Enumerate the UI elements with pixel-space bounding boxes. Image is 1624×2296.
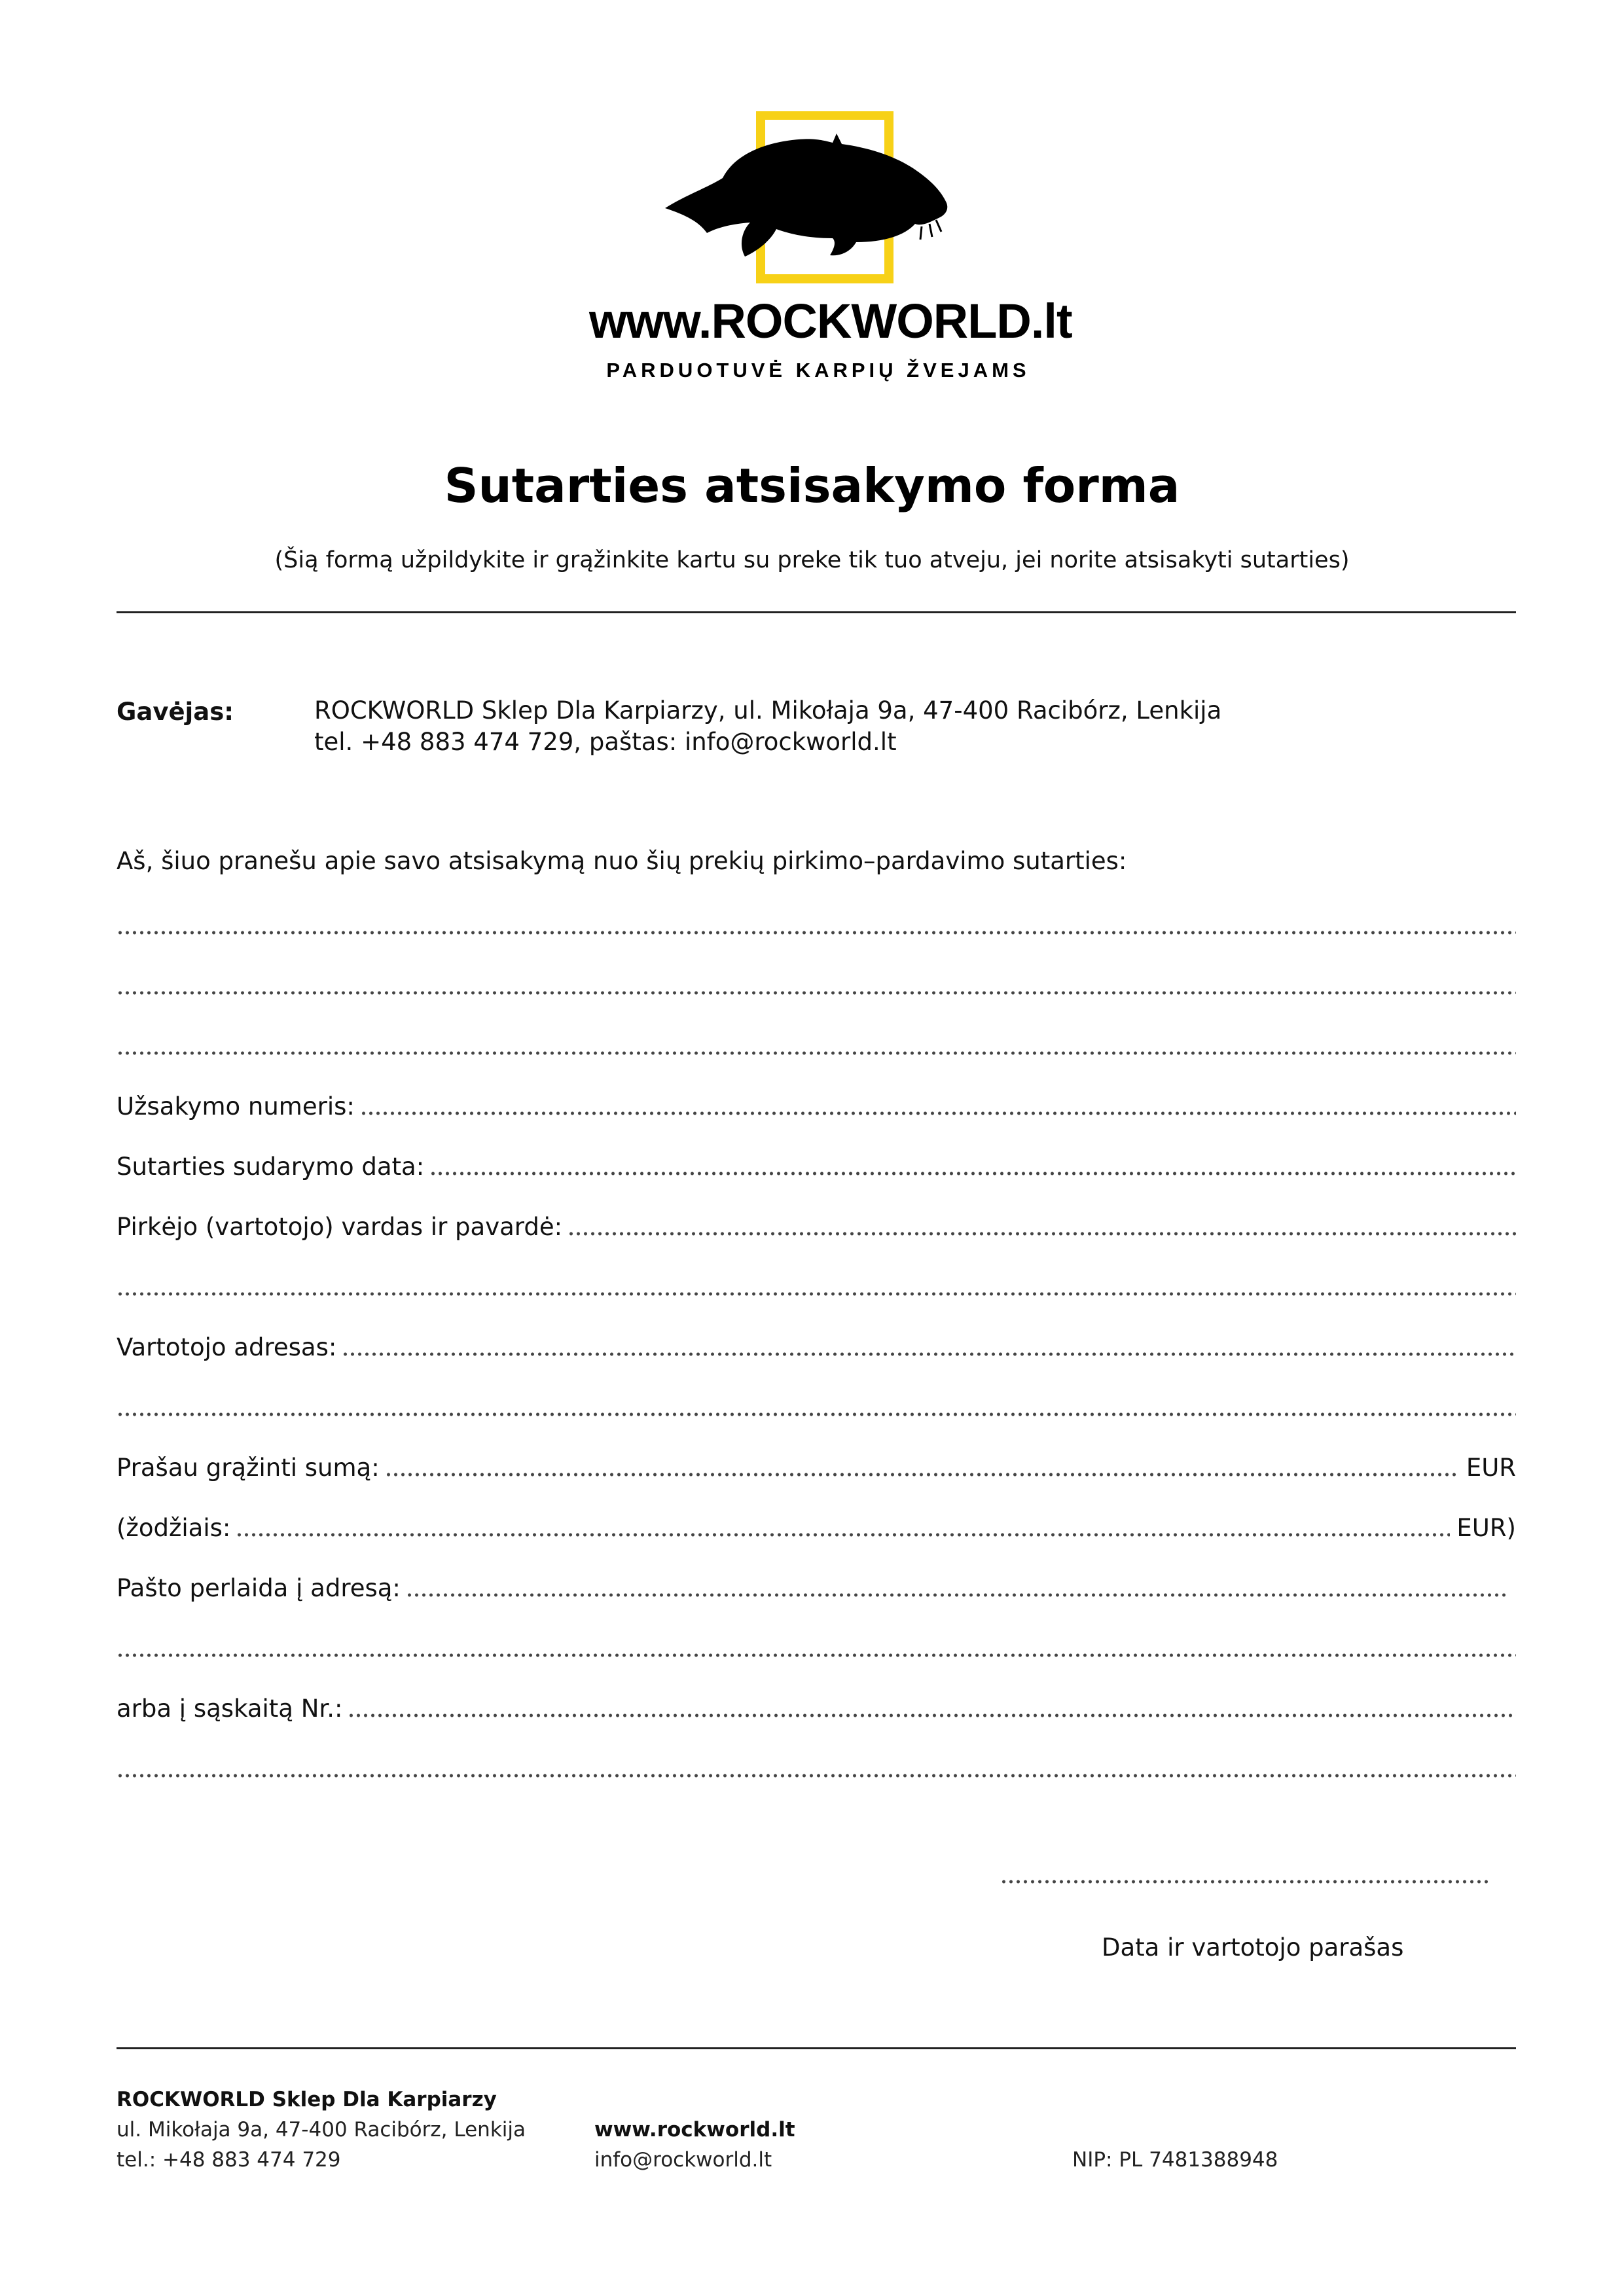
logo-tagline: PARDUOTUVĖ KARPIŲ ŽVEJAMS <box>606 359 1030 382</box>
address-field[interactable] <box>117 1327 1516 1361</box>
dotted-fill <box>117 1033 1516 1056</box>
dotted-fill <box>117 1635 1516 1659</box>
dotted-fill <box>117 912 1516 936</box>
goods-line-3[interactable] <box>117 1026 1516 1060</box>
dotted-fill <box>342 1334 1516 1357</box>
postal-order-label: Pašto perlaida į adresą: <box>117 1574 401 1602</box>
goods-line-1[interactable] <box>117 906 1516 940</box>
contract-date-label: Sutarties sudarymo data: <box>117 1153 425 1181</box>
logo-url: www.ROCKWORLD.lt <box>589 294 1072 348</box>
footer-phone: tel.: +48 883 474 729 <box>117 2148 341 2172</box>
carp-logo-icon <box>661 111 962 288</box>
buyer-name-line-2[interactable] <box>117 1267 1516 1301</box>
refund-currency: EUR <box>1466 1454 1516 1482</box>
dotted-fill <box>568 1213 1516 1237</box>
dotted-fill <box>117 1755 1516 1779</box>
refund-amount-label: Prašau grąžinti sumą: <box>117 1454 380 1482</box>
amount-in-words-currency: EUR) <box>1456 1514 1516 1542</box>
buyer-name-label: Pirkėjo (vartotojo) vardas ir pavardė: <box>117 1213 563 1241</box>
header-divider <box>117 611 1516 613</box>
footer-company: ROCKWORLD Sklep Dla Karpiarzy <box>117 2088 497 2111</box>
buyer-name-field[interactable] <box>117 1207 1516 1241</box>
dotted-fill <box>117 973 1516 996</box>
dotted-fill <box>117 1274 1516 1297</box>
refund-amount-field[interactable] <box>117 1448 1516 1482</box>
dotted-fill <box>117 1394 1516 1418</box>
goods-line-2[interactable] <box>117 966 1516 1000</box>
carp-silhouette <box>665 134 947 257</box>
dotted-fill <box>429 1153 1516 1177</box>
contract-date-field[interactable] <box>117 1147 1516 1181</box>
bank-account-label: arba į sąskaitą Nr.: <box>117 1695 343 1723</box>
withdrawal-statement: Aš, šiuo pranešu apie savo atsisakymą nuo šių prekių pirkimo–pardavimo sutarties: <box>117 847 1127 875</box>
footer-divider <box>117 2047 1516 2049</box>
dotted-fill <box>360 1093 1516 1117</box>
dotted-fill <box>385 1454 1460 1478</box>
postal-order-field[interactable] <box>117 1568 1509 1602</box>
amount-in-words-label: (žodžiais: <box>117 1514 231 1542</box>
footer-website[interactable]: www.rockworld.lt <box>594 2118 795 2142</box>
signature-caption: Data ir vartotojo parašas <box>1102 1933 1404 1962</box>
address-label: Vartotojo adresas: <box>117 1333 337 1361</box>
recipient-label: Gavėjas: <box>117 698 234 726</box>
address-line-2[interactable] <box>117 1388 1516 1422</box>
bank-account-line-2[interactable] <box>117 1749 1516 1783</box>
bank-account-field[interactable] <box>117 1689 1516 1723</box>
dotted-fill <box>236 1515 1450 1538</box>
footer-email[interactable]: info@rockworld.lt <box>594 2148 772 2172</box>
recipient-address: ROCKWORLD Sklep Dla Karpiarzy, ul. Mikołaja 9a, 47-400 Racibórz, Lenkija <box>314 696 1222 725</box>
recipient-contact: tel. +48 883 474 729, paštas: info@rockworld.lt <box>314 728 897 756</box>
dotted-fill <box>406 1575 1509 1598</box>
postal-order-line-2[interactable] <box>117 1628 1516 1662</box>
footer-nip: NIP: PL 7481388948 <box>1072 2148 1278 2172</box>
order-number-label: Užsakymo numeris: <box>117 1092 355 1121</box>
page-subtitle: (Šią formą užpildykite ir grąžinkite kartu su preke tik tuo atveju, jei norite atsisakyti sutarties) <box>274 547 1350 573</box>
dotted-fill <box>348 1695 1516 1719</box>
order-number-field[interactable] <box>117 1086 1516 1121</box>
amount-in-words-field[interactable] <box>117 1508 1516 1542</box>
signature-line[interactable] <box>1000 1878 1490 1886</box>
page-title: Sutarties atsisakymo forma <box>444 458 1180 513</box>
footer-address: ul. Mikołaja 9a, 47-400 Racibórz, Lenkija <box>117 2118 526 2142</box>
